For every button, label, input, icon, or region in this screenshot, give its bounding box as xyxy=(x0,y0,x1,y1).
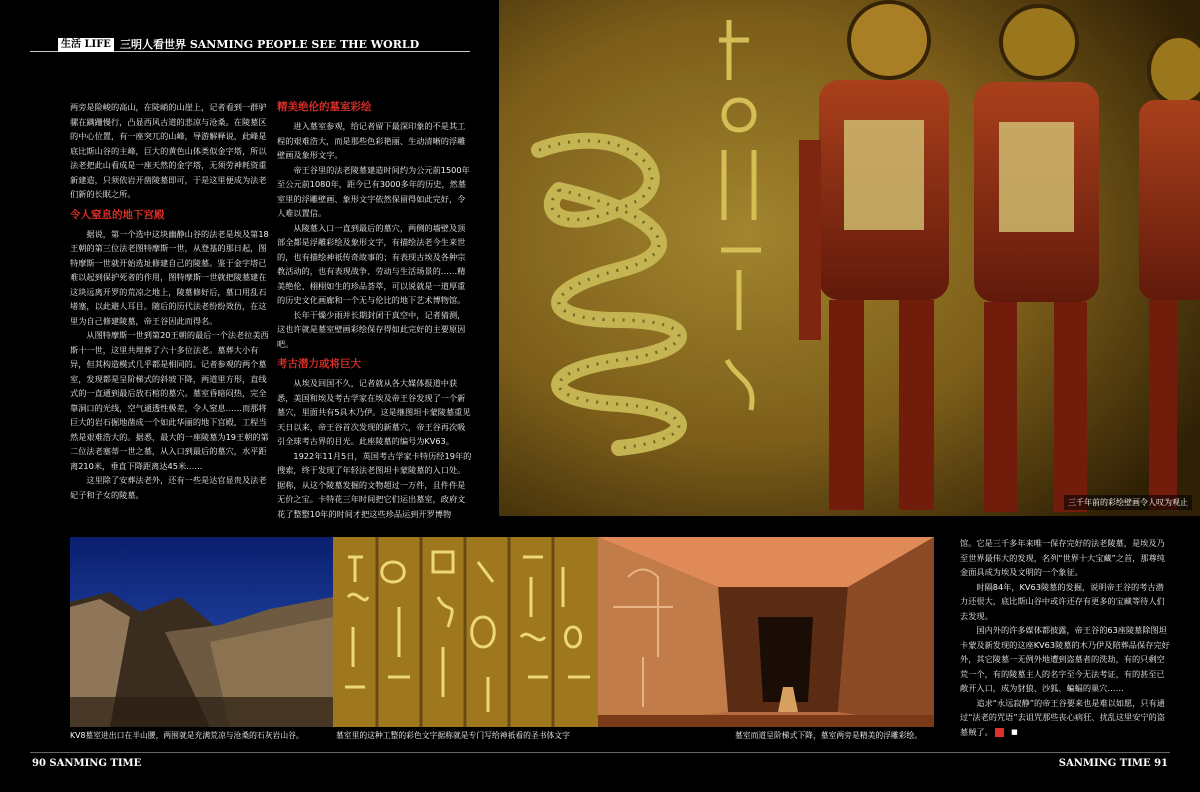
paragraph: 长年干燥少雨并长期封闭于真空中，记者猜测，这也许就是墓室壁画彩绘保存得如此完好的主要原因吧。 xyxy=(277,309,466,349)
paragraph: 从陵墓入口一直到最后的墓穴，两侧的墙壁及顶部全都是浮雕彩绘及象形文字，有描绘法老今生来世的，也有描绘神祇传奇故事的；有表现古埃及各种宗教活动的，也有表现战争、劳动与生活场景的……精美绝伦、栩栩如生的珍品荟萃，可以说就是一道厚重的历史文化画廊和一个无与伦比的地下艺术博物馆。 xyxy=(277,222,466,305)
paragraph: 国内外的许多媒体都披露，帝王谷的63座陵墓除图坦卡蒙及新发现的这座KV63陵墓的木乃伊及陪葬品保存完好外，其它陵墓一无例外地遭到盗墓者的洗劫，有的只剩空荒一个，有的陵墓主人的名字至今无法考证，有的甚至已敞开入口，成为豺狼、沙狐、蝙蝠的巢穴…… xyxy=(960,625,1170,693)
hero-photo-tomb-relief xyxy=(499,0,1200,516)
article-column-3 xyxy=(960,536,1170,739)
heading-archaeology-potential: 考古潜力或将巨大 xyxy=(277,358,361,370)
photo-caption-corridor: 墓室而道呈阶梯式下降，墓室两旁是精美的浮雕彩绘。 xyxy=(735,731,923,740)
paragraph: 时隔84年，KV63陵墓的发掘，说明帝王谷的考古潜力还很大，底比斯山谷中或许还存有更多的宝藏等待人们去发现。 xyxy=(960,581,1165,621)
article-column-1 xyxy=(70,100,270,502)
paragraph: 馆。它是三千多年来唯一保存完好的法老陵墓，是埃及乃至世界最伟大的发现，名列“世界十大宝藏”之首，那尊纯金面具成为埃及文明的一个象征。 xyxy=(960,538,1165,577)
footer-rule xyxy=(30,752,1170,753)
paragraph: 帝王谷里的法老陵墓建造时间约为公元前1500年至公元前1080年，距今已有3000多年的历史，然墓室里的浮雕壁画、象形文字依然保留得如此完好，令人难以置信。 xyxy=(277,164,470,218)
paragraph: 1922年11月5日，英国考古学家卡特历经19年的搜索，终于发现了年轻法老图坦卡蒙陵墓的入口处。据称，从这个陵墓发掘的文物超过一万件，且件件是无价之宝。卡特花三年时间把它们运出墓室，政府文花了整整10年的时间才把这些珍品运到开罗博物 xyxy=(277,450,472,519)
heading-tomb-paintings: 精美绝伦的墓室彩绘 xyxy=(277,101,372,113)
section-title: 三明人看世界 SANMING PEOPLE SEE THE WORLD xyxy=(120,38,420,51)
relief-painting-image xyxy=(499,0,1200,516)
hieroglyph-wall-image xyxy=(333,537,598,727)
photo-kv8-entrance xyxy=(70,537,333,727)
intro-paragraph: 两旁是险峻的高山，在陡峭的山崖上，记者看到一群驴骡在蹒跚慢行，凸显西风古道的悲凉与沧桑。在陵墓区的中心位置，有一座突兀的山峰，导游解释说，此峰是底比斯山谷的主峰，巨大的黄色山体类似金字塔，所以法老把此山看成是一座天然的金字塔，无须劳神耗资重新建造，只须依岩开凿陵墓即可，于是这里便成为法老们新的长眠之所。 xyxy=(70,102,267,199)
paragraph: 从埃及回国不久，记者就从各大媒体报道中获悉，美国和埃及考古学家在埃及帝王谷发现了一个新墓穴，里面共有5具木乃伊。这是继图坦卡蒙陵墓重见天日以来，帝王谷首次发现的新墓穴，帝王谷再次吸引全球考古界的目光。此座陵墓的编号为KV63。 xyxy=(277,378,471,446)
photo-tomb-corridor xyxy=(598,537,934,727)
footer-left-folio: 90 SANMING TIME xyxy=(32,758,142,769)
paragraph: 进入墓室参观，给记者留下最深印象的不是其工程的艰难浩大，而是那些色彩艳丽、生动清晰的浮雕壁画及象形文字。 xyxy=(277,121,466,160)
photo-caption-hieroglyphs: 墓室里的这种工整的彩色文字据称就是专门写给神祇看的圣书体文字 xyxy=(336,731,570,740)
section-tag: 生活 LIFE xyxy=(58,38,114,52)
article-column-2 xyxy=(277,100,473,521)
tomb-corridor-image xyxy=(598,537,934,727)
hero-photo-caption: 三千年前的彩绘壁画令人叹为观止 xyxy=(1064,495,1192,510)
paragraph xyxy=(960,696,1170,740)
footer-right-folio: SANMING TIME 91 xyxy=(1058,758,1168,769)
paragraph: 从图特摩斯一世到第20王朝的最后一个法老拉美西斯十一世，这里共埋葬了六十多位法老。墓葬大小有异，但其构造模式几乎都是相同的。记者参观的两个墓室，发现都是呈阶梯式的斜坡下降，两道里方形，直线式的一直通到最后放石棺的墓穴。墓室昏暗闷热，完全靠洞口的光线，空气通透性极差，令人窒息……而那将巨大的岩石掘地凿成一个如此华丽的地下宫殿，工程当然是艰难浩大的。据悉，最大的一座陵墓为19王朝的第二位法老塞蒂一世之墓，从入口到最后的墓穴，水平距离210米，垂直下降距离达45米…… xyxy=(70,330,269,471)
photo-caption-kv8: KV8墓室进出口在半山腰，两围就是充满荒凉与沧桑的石灰岩山谷。 xyxy=(70,731,304,740)
end-mark-icon: ■ xyxy=(995,728,1004,737)
paragraph: 据说，第一个选中这块幽静山谷的法老是埃及第18王朝的第三位法老图特摩斯一世，从登基的那日起，图特摩斯一世就开始选址修建自己的陵墓。鉴于金字塔已难以起到保护死者的作用，图特摩斯一世就把陵墓建在这块远离开罗的荒凉之地上，陵墓修好后，墓口用乱石堵塞，以此避人耳目。随后的历代法老纷纷效仿，在这里为自己修建陵墓，帝王谷因此而得名。 xyxy=(70,228,269,326)
heading-underground-palace: 令人窒息的地下宫殿 xyxy=(70,208,165,221)
paragraph: 这里除了安葬法老外，还有一些是达官显贵及法老妃子和子女的陵墓。 xyxy=(70,475,267,500)
paragraph-text: 追求“永远寂静”的帝王谷要来也是难以如愿，只有通过“法老的咒语”去诅咒那些丧心病狂、扰乱这里安宁的盗墓贼了。 xyxy=(960,697,1165,737)
valley-landscape-image xyxy=(70,537,333,727)
photo-hieroglyph-wall xyxy=(333,537,598,727)
